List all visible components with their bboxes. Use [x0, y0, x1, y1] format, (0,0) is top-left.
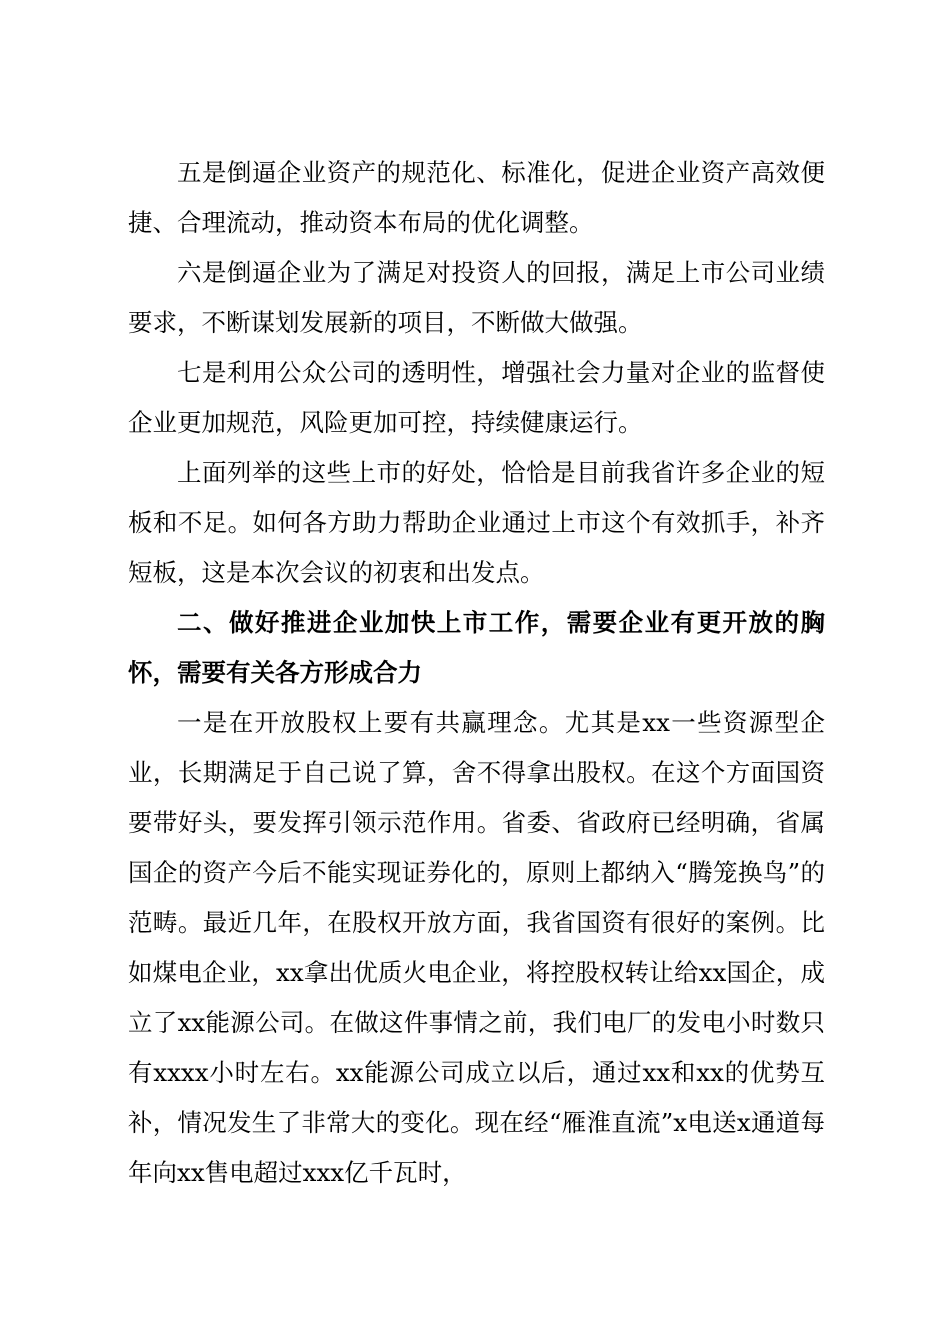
section-heading-2: 二、做好推进企业加快上市工作，需要企业有更开放的胸怀，需要有关各方形成合力 [128, 608, 825, 687]
paragraph-5: 五是倒逼企业资产的规范化、标准化，促进企业资产高效便捷、合理流动，推动资本布局的优化调整。 [128, 158, 825, 237]
paragraph-7: 七是利用公众公司的透明性，增强社会力量对企业的监督使企业更加规范，风险更加可控，持续健康运行。 [128, 358, 825, 437]
document-page [128, 148, 825, 1198]
paragraph-summary: 上面列举的这些上市的好处，恰恰是目前我省许多企业的短板和不足。如何各方助力帮助企业通过上市这个有效抓手，补齐短板，这是本次会议的初衷和出发点。 [128, 458, 825, 587]
paragraph-1-open-equity: 一是在开放股权上要有共赢理念。尤其是xx一些资源型企业，长期满足于自己说了算，舍不得拿出股权。在这个方面国资要带好头，要发挥引领示范作用。省委、省政府已经明确，省属国企的资产今后不能实现证券化的，原则上都纳入“腾笼换鸟”的范畴。最近几年，在股权开放方面，我省国资有很好的案例。比如煤电企业，xx拿出优质火电企业，将控股权转让给xx国企，成立了xx能源公司。在做这件事情之前，我们电厂的发电小时数只有xxxx小时左右。xx能源公司成立以后，通过xx和xx的优势互补，情况发生了非常大的变化。现在经“雁淮直流”x电送x通道每年向xx售电超过xxx亿千瓦时， [128, 708, 825, 1187]
paragraph-6: 六是倒逼企业为了满足对投资人的回报，满足上市公司业绩要求，不断谋划发展新的项目，不断做大做强。 [128, 258, 825, 337]
